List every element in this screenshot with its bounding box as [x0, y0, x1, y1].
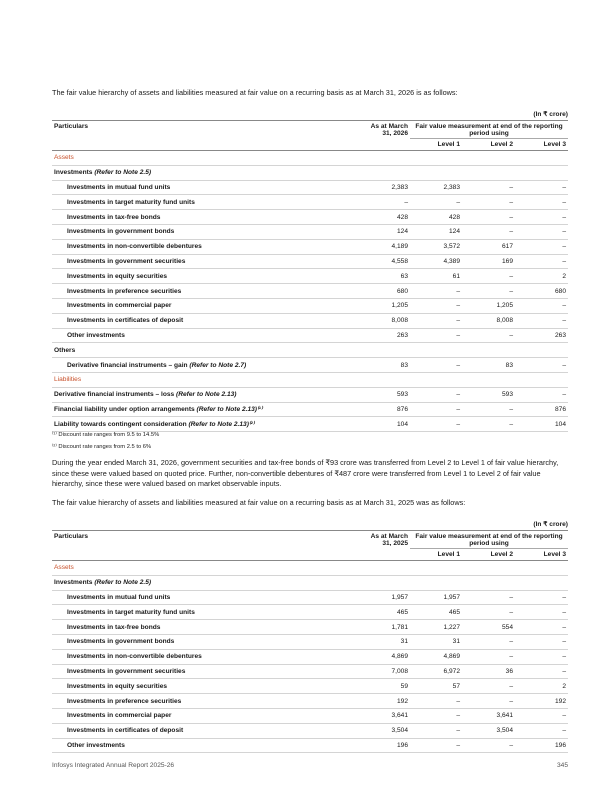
value-level-2: –	[462, 605, 515, 620]
table-row	[52, 343, 568, 358]
page-number: 345	[556, 762, 568, 769]
value-as-at: 31	[360, 634, 410, 649]
footer-report-title: Infosys Integrated Annual Report 2025-26	[52, 762, 175, 769]
value-level-1: –	[410, 313, 462, 328]
value-level-3: –	[515, 195, 568, 210]
value-level-2	[462, 575, 515, 590]
row-label	[52, 561, 360, 576]
row-note-reference: (Refer to Note 2.13)⁽¹⁾	[196, 406, 263, 414]
row-label	[52, 723, 360, 738]
table-row	[52, 239, 568, 254]
value-as-at: 680	[360, 284, 410, 299]
value-level-2: –	[462, 649, 515, 664]
value-level-3: –	[515, 649, 568, 664]
value-as-at: 124	[360, 224, 410, 239]
value-level-1: 4,869	[410, 649, 462, 664]
header-level-1: Level 1	[410, 549, 462, 561]
row-label-text: Derivative financial instruments – loss	[54, 391, 175, 399]
row-label-text: Investments in mutual fund units	[67, 183, 171, 191]
row-label	[52, 634, 360, 649]
value-level-3: 876	[515, 402, 568, 417]
row-label-text: Liability towards contingent consideration	[54, 421, 187, 429]
table-row	[52, 180, 568, 195]
row-label-text: Investments in certificates of deposit	[67, 727, 184, 735]
value-level-1: 124	[410, 224, 462, 239]
header-particulars: Particulars	[52, 121, 360, 151]
value-level-3: –	[515, 723, 568, 738]
value-level-1: –	[410, 284, 462, 299]
row-label	[52, 269, 360, 284]
row-label	[52, 343, 360, 358]
value-as-at: 59	[360, 679, 410, 694]
row-label	[52, 387, 360, 402]
value-level-1: 6,972	[410, 664, 462, 679]
value-level-3: 2	[515, 679, 568, 694]
value-level-2: 169	[462, 254, 515, 269]
value-level-3	[515, 343, 568, 358]
value-as-at: 1,205	[360, 298, 410, 313]
value-level-1	[410, 343, 462, 358]
value-level-1: –	[410, 723, 462, 738]
value-level-1: 61	[410, 269, 462, 284]
value-level-3: –	[515, 210, 568, 225]
row-label	[52, 738, 360, 753]
value-as-at: 83	[360, 358, 410, 373]
value-as-at: 1,781	[360, 620, 410, 635]
value-level-1: –	[410, 387, 462, 402]
row-label	[52, 224, 360, 239]
value-as-at: 3,504	[360, 723, 410, 738]
row-note-reference: (Refer to Note 2.5)	[94, 169, 152, 177]
value-as-at	[360, 372, 410, 387]
table-row	[52, 298, 568, 313]
fair-value-table-2026	[52, 120, 568, 432]
value-level-1	[410, 575, 462, 590]
table-row	[52, 634, 568, 649]
table-row	[52, 620, 568, 635]
row-label-text: Investments in government bonds	[67, 228, 175, 236]
row-label	[52, 620, 360, 635]
value-level-2: 554	[462, 620, 515, 635]
table-row	[52, 195, 568, 210]
value-level-1: 465	[410, 605, 462, 620]
value-as-at: 428	[360, 210, 410, 225]
row-label-text: Liabilities	[54, 376, 82, 384]
row-label-text: Financial liability under option arrangements	[54, 406, 195, 414]
value-level-2: –	[462, 224, 515, 239]
value-level-1	[410, 561, 462, 576]
table-row	[52, 284, 568, 299]
value-level-1	[410, 151, 462, 166]
value-level-2	[462, 561, 515, 576]
row-label	[52, 210, 360, 225]
header-level-3: Level 3	[515, 549, 568, 561]
value-level-1: 1,957	[410, 590, 462, 605]
row-label	[52, 180, 360, 195]
row-label	[52, 590, 360, 605]
row-label	[52, 195, 360, 210]
value-as-at: 263	[360, 328, 410, 343]
row-label-text: Investments in non-convertible debentures	[67, 653, 202, 661]
value-level-2: 83	[462, 358, 515, 373]
value-as-at: 4,869	[360, 649, 410, 664]
value-level-3: –	[515, 664, 568, 679]
row-note-reference: (Refer to Note 2.13)⁽²⁾	[188, 421, 255, 429]
value-level-2: –	[462, 269, 515, 284]
header-fair-value: Fair value measurement at end of the reporting period using	[410, 531, 568, 549]
row-label-text: Assets	[54, 154, 74, 162]
value-level-2: 617	[462, 239, 515, 254]
value-level-2: –	[462, 328, 515, 343]
table-row	[52, 664, 568, 679]
value-level-3: –	[515, 180, 568, 195]
value-as-at	[360, 151, 410, 166]
table-row	[52, 254, 568, 269]
value-level-1: –	[410, 328, 462, 343]
row-label-text: Investments in preference securities	[67, 697, 182, 705]
row-label-text: Assets	[54, 564, 74, 572]
fair-value-table-2025	[52, 530, 568, 753]
row-label-text: Investments in equity securities	[67, 682, 168, 690]
value-level-3: –	[515, 254, 568, 269]
value-as-at: 593	[360, 387, 410, 402]
value-level-3: –	[515, 313, 568, 328]
value-as-at	[360, 575, 410, 590]
row-label	[52, 151, 360, 166]
table-row	[52, 328, 568, 343]
header-fair-value: Fair value measurement at end of the reporting period using	[410, 121, 568, 139]
value-level-2: –	[462, 402, 515, 417]
value-level-3: –	[515, 387, 568, 402]
value-level-2: –	[462, 180, 515, 195]
value-as-at	[360, 165, 410, 180]
table-row	[52, 358, 568, 373]
table-row	[52, 372, 568, 387]
value-level-3: 196	[515, 738, 568, 753]
value-level-2: –	[462, 634, 515, 649]
header-particulars: Particulars	[52, 531, 360, 561]
value-level-1: 4,389	[410, 254, 462, 269]
table-row	[52, 417, 568, 432]
row-label	[52, 254, 360, 269]
row-label	[52, 605, 360, 620]
row-label	[52, 417, 360, 432]
value-level-2: –	[462, 195, 515, 210]
value-level-3	[515, 372, 568, 387]
value-level-1: 1,227	[410, 620, 462, 635]
value-as-at: 63	[360, 269, 410, 284]
row-label	[52, 679, 360, 694]
value-level-2: 1,205	[462, 298, 515, 313]
row-label-text: Investments in preference securities	[67, 287, 182, 295]
value-as-at: 104	[360, 417, 410, 432]
value-as-at: 8,008	[360, 313, 410, 328]
header-level-2: Level 2	[462, 139, 515, 151]
intro-2025: The fair value hierarchy of assets and liabilities measured at fair value on a recurring basis as at March 31, 2025 was as follows:	[52, 498, 466, 507]
table-row	[52, 387, 568, 402]
table-row	[52, 224, 568, 239]
row-label	[52, 402, 360, 417]
value-level-1: –	[410, 358, 462, 373]
header-as-at: As at March 31, 2025	[360, 531, 410, 561]
value-as-at: 4,189	[360, 239, 410, 254]
value-level-3: –	[515, 605, 568, 620]
value-level-3: –	[515, 590, 568, 605]
value-level-1: –	[410, 694, 462, 709]
row-label	[52, 664, 360, 679]
row-label-text: Investments in government bonds	[67, 638, 175, 646]
value-level-2	[462, 151, 515, 166]
row-note-reference: (Refer to Note 2.13)	[176, 391, 237, 399]
row-label-text: Investments in government securities	[67, 667, 186, 675]
row-note-reference: (Refer to Note 2.5)	[94, 579, 152, 587]
value-level-3: –	[515, 620, 568, 635]
row-label	[52, 649, 360, 664]
value-level-1: 2,383	[410, 180, 462, 195]
value-level-3: 2	[515, 269, 568, 284]
row-label-text: Investments in non-convertible debentures	[67, 243, 202, 251]
row-label-text: Investments in tax-free bonds	[67, 213, 161, 221]
value-level-1: –	[410, 195, 462, 210]
row-label-text: Others	[54, 346, 76, 354]
row-label-text: Investments in certificates of deposit	[67, 317, 184, 325]
value-as-at: 3,641	[360, 708, 410, 723]
table-row	[52, 313, 568, 328]
value-level-1: –	[410, 298, 462, 313]
value-level-1: –	[410, 417, 462, 432]
row-label	[52, 313, 360, 328]
value-level-1	[410, 372, 462, 387]
table-row	[52, 708, 568, 723]
value-level-3	[515, 151, 568, 166]
table-row	[52, 165, 568, 180]
table-row	[52, 694, 568, 709]
row-label	[52, 284, 360, 299]
value-level-1	[410, 165, 462, 180]
table-row	[52, 402, 568, 417]
footnote-2: ⁽²⁾ Discount rate ranges from 2.5 to 6%	[52, 444, 152, 450]
value-level-3: 263	[515, 328, 568, 343]
value-as-at	[360, 343, 410, 358]
value-level-3: –	[515, 298, 568, 313]
value-level-1: –	[410, 402, 462, 417]
row-label	[52, 239, 360, 254]
row-label-text: Investments in tax-free bonds	[67, 623, 161, 631]
value-level-1: 31	[410, 634, 462, 649]
value-level-3: –	[515, 239, 568, 254]
row-label-text: Investments in commercial paper	[67, 712, 172, 720]
value-as-at: 192	[360, 694, 410, 709]
value-level-2	[462, 343, 515, 358]
value-as-at: 465	[360, 605, 410, 620]
value-level-3	[515, 165, 568, 180]
row-label-text: Investments in mutual fund units	[67, 593, 171, 601]
table-row	[52, 723, 568, 738]
header-level-2: Level 2	[462, 549, 515, 561]
row-label-text: Derivative financial instruments – gain	[67, 361, 188, 369]
header-level-1: Level 1	[410, 139, 462, 151]
row-label-text: Investments in target maturity fund units	[67, 608, 195, 616]
value-level-3: –	[515, 708, 568, 723]
value-level-2: –	[462, 738, 515, 753]
row-label	[52, 298, 360, 313]
row-label-text: Other investments	[67, 331, 125, 339]
value-as-at: 2,383	[360, 180, 410, 195]
value-level-3: 680	[515, 284, 568, 299]
row-label-text: Investments in commercial paper	[67, 302, 172, 310]
value-as-at: 4,558	[360, 254, 410, 269]
value-level-2: –	[462, 284, 515, 299]
row-label-text: Other investments	[67, 741, 125, 749]
value-level-3: –	[515, 358, 568, 373]
footnote-1: ⁽¹⁾ Discount rate ranges from 9.5 to 14.5%	[52, 432, 160, 438]
table-row	[52, 679, 568, 694]
table-row	[52, 210, 568, 225]
value-as-at: –	[360, 195, 410, 210]
table-row	[52, 605, 568, 620]
value-level-3	[515, 575, 568, 590]
unit-label-2025: (In ₹ crore)	[533, 521, 568, 528]
value-level-1: –	[410, 738, 462, 753]
value-as-at: 1,957	[360, 590, 410, 605]
value-level-1: –	[410, 708, 462, 723]
row-label	[52, 165, 360, 180]
value-as-at: 7,008	[360, 664, 410, 679]
value-as-at: 876	[360, 402, 410, 417]
value-level-2: 3,641	[462, 708, 515, 723]
transfer-paragraph: During the year ended March 31, 2026, government securities and tax-free bonds of ₹93 crore was transferred from Level 2 to Level 1 of fair value hierarchy, since these were valued based on quoted price. Further, non-convertible debentures of ₹487 crore were transferred from Level 1 to Level 2 of fair value hierarchy, since these were valued based on market observable inputs.	[52, 458, 559, 489]
row-label	[52, 708, 360, 723]
header-as-at: As at March 31, 2026	[360, 121, 410, 151]
table-row	[52, 151, 568, 166]
value-level-3: –	[515, 634, 568, 649]
value-level-2: –	[462, 590, 515, 605]
value-level-2	[462, 165, 515, 180]
row-label-text: Investments	[54, 169, 93, 177]
row-label-text: Investments in government securities	[67, 257, 186, 265]
table-row	[52, 738, 568, 753]
header-level-3: Level 3	[515, 139, 568, 151]
value-level-2: –	[462, 679, 515, 694]
row-label-text: Investments	[54, 579, 93, 587]
value-level-2	[462, 372, 515, 387]
value-level-1: 57	[410, 679, 462, 694]
value-level-2: –	[462, 417, 515, 432]
row-label	[52, 575, 360, 590]
table-row	[52, 590, 568, 605]
row-label-text: Investments in target maturity fund units	[67, 198, 195, 206]
row-label	[52, 358, 360, 373]
table-row	[52, 561, 568, 576]
value-level-3: 104	[515, 417, 568, 432]
row-label-text: Investments in equity securities	[67, 272, 168, 280]
row-label	[52, 694, 360, 709]
table-row	[52, 269, 568, 284]
value-level-1: 428	[410, 210, 462, 225]
value-level-3	[515, 561, 568, 576]
value-level-2: –	[462, 210, 515, 225]
value-level-2: 3,504	[462, 723, 515, 738]
value-level-3: –	[515, 224, 568, 239]
value-level-2: 593	[462, 387, 515, 402]
row-label	[52, 328, 360, 343]
row-note-reference: (Refer to Note 2.7)	[189, 361, 247, 369]
unit-label-2026: (In ₹ crore)	[533, 111, 568, 118]
value-level-2: 36	[462, 664, 515, 679]
value-level-2: 8,008	[462, 313, 515, 328]
intro-2026: The fair value hierarchy of assets and liabilities measured at fair value on a recurring basis as at March 31, 2026 is as follows:	[52, 88, 458, 97]
row-label	[52, 372, 360, 387]
table-row	[52, 649, 568, 664]
value-as-at	[360, 561, 410, 576]
value-level-3: 192	[515, 694, 568, 709]
table-row	[52, 575, 568, 590]
value-level-2: –	[462, 694, 515, 709]
value-level-1: 3,572	[410, 239, 462, 254]
value-as-at: 196	[360, 738, 410, 753]
